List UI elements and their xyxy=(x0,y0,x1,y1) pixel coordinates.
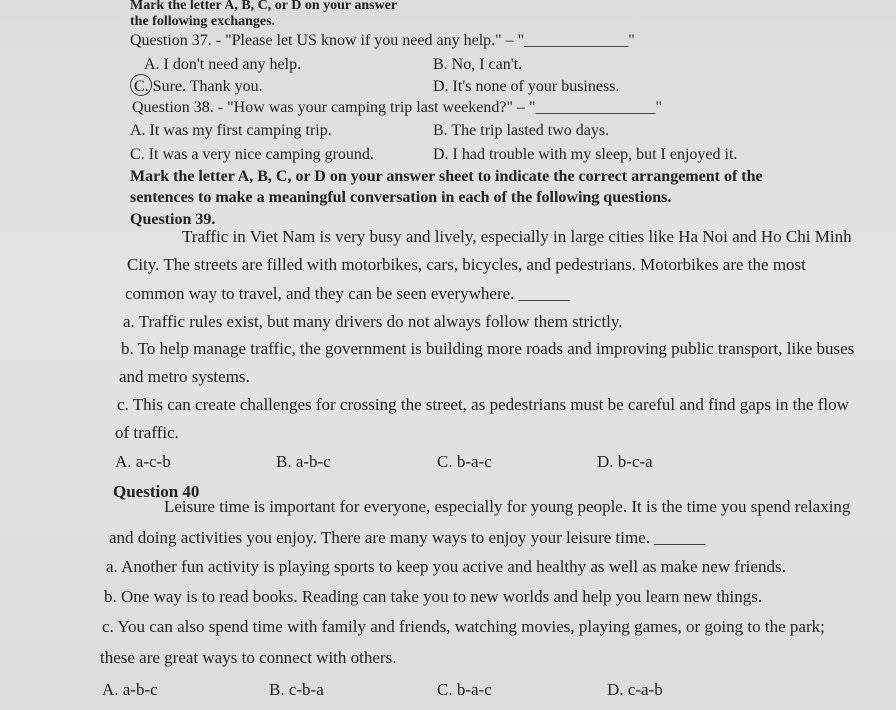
question-40-passage-line-1: Leisure time is important for everyone, especially for young people. It is the time you spend relaxing xyxy=(164,497,851,516)
question-40-option-b: B. c-b-a xyxy=(269,680,324,699)
question-39-sentence-b-line-2: and metro systems. xyxy=(119,367,250,386)
question-38-stem: Question 38. - "How was your camping trip last weekend?" – "_______________" xyxy=(132,99,663,116)
question-39-passage-line-2: City. The streets are filled with motorbikes, cars, bicycles, and pedestrians. Motorbikes are the most xyxy=(127,255,806,274)
question-40-title: Question 40 xyxy=(113,482,200,501)
question-39-option-b: B. a-b-c xyxy=(276,452,331,471)
question-38-option-d: D. I had trouble with my sleep, but I enjoyed it. xyxy=(433,146,738,163)
question-39-sentence-b-line-1: b. To help manage traffic, the government is building more roads and improving public transport, like buses xyxy=(121,339,855,358)
question-39-passage-line-1: Traffic in Viet Nam is very busy and lively, especially in large cities like Ha Noi and Ho Chi Minh xyxy=(182,227,852,246)
question-39-title: Question 39. xyxy=(130,211,216,228)
question-39-sentence-a: a. Traffic rules exist, but many drivers do not always follow them strictly. xyxy=(123,312,623,331)
question-39-option-a: A. a-c-b xyxy=(115,452,171,471)
question-37-stem: Question 37. - "Please let US know if you need any help." – "_____________" xyxy=(130,32,635,49)
question-37-option-a: A. I don't need any help. xyxy=(144,56,302,73)
question-39-passage-line-3: common way to travel, and they can be seen everywhere. ______ xyxy=(125,284,570,303)
question-40-sentence-a: a. Another fun activity is playing sports to keep you active and healthy as well as make new friends. xyxy=(106,557,786,576)
question-40-option-a: A. a-b-c xyxy=(102,680,158,699)
intro-line-1: Mark the letter A, B, C, or D on your answer xyxy=(130,0,398,13)
question-38-option-a: A. It was my first camping trip. xyxy=(130,122,332,139)
question-37-option-d: D. It's none of your business. xyxy=(433,78,620,95)
question-39-option-d: D. b-c-a xyxy=(597,452,653,471)
question-37-option-c: C. Sure. Thank you. xyxy=(134,78,263,95)
question-40-option-c: C. b-a-c xyxy=(437,680,492,699)
question-39-sentence-c-line-1: c. This can create challenges for crossing the street, as pedestrians must be careful and find gaps in the flow xyxy=(117,395,849,414)
question-40-sentence-b: b. One way is to read books. Reading can take you to new worlds and help you learn new things. xyxy=(104,587,763,606)
question-40-passage-line-2: and doing activities you enjoy. There are many ways to enjoy your leisure time. ______ xyxy=(109,528,706,547)
question-38-option-b: B. The trip lasted two days. xyxy=(433,122,610,139)
question-37-option-b: B. No, I can't. xyxy=(433,56,523,73)
question-40-sentence-c-line-1: c. You can also spend time with family and friends, watching movies, playing games, or going to the park; xyxy=(102,617,825,636)
question-40-option-d: D. c-a-b xyxy=(607,680,663,699)
question-38-option-c: C. It was a very nice camping ground. xyxy=(130,146,374,163)
question-39-option-c: C. b-a-c xyxy=(437,452,492,471)
instruction-line-1: Mark the letter A, B, C, or D on your answer sheet to indicate the correct arrangement of the xyxy=(130,168,763,185)
question-40-sentence-c-line-2: these are great ways to connect with others. xyxy=(100,648,397,667)
question-39-sentence-c-line-2: of traffic. xyxy=(115,423,179,442)
intro-line-2: the following exchanges. xyxy=(130,14,276,29)
instruction-line-2: sentences to make a meaningful conversation in each of the following questions. xyxy=(130,189,672,206)
